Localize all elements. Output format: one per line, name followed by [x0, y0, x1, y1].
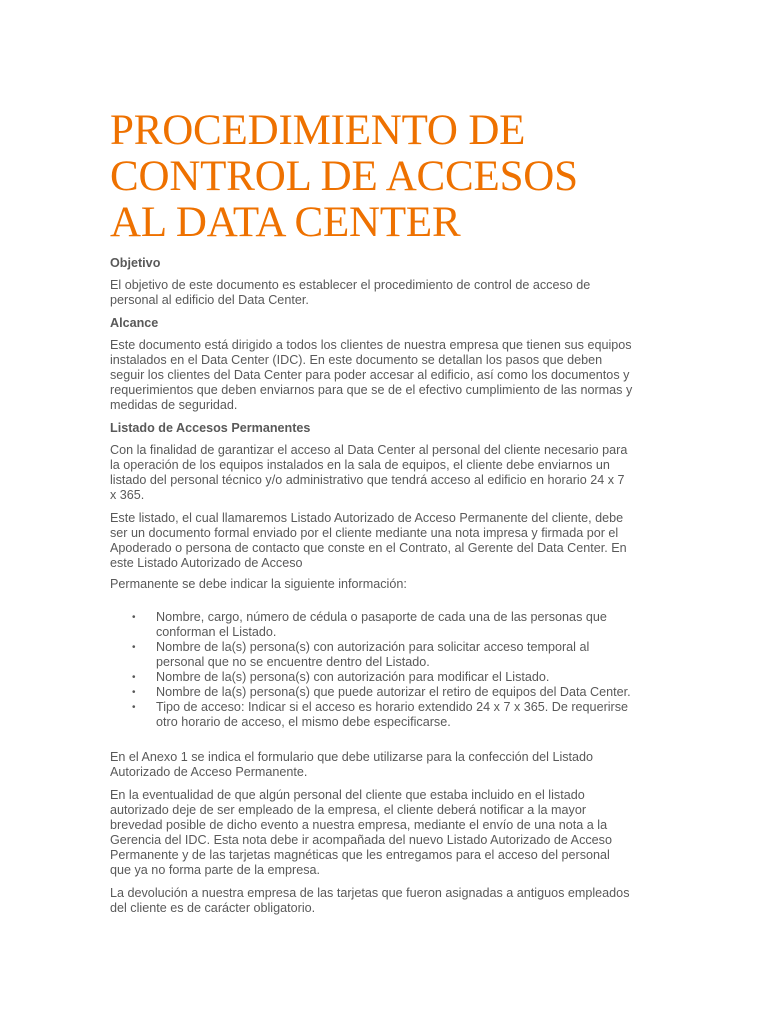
list-item-text: Nombre de la(s) persona(s) que puede autorizar el retiro de equipos del Data Center. [156, 685, 631, 699]
section-heading-objetivo: Objetivo [110, 256, 161, 270]
bullet-list [110, 610, 634, 730]
list-item-text: Nombre, cargo, número de cédula o pasaporte de cada una de las personas que conforman el Listado. [156, 610, 607, 639]
paragraph: En el Anexo 1 se indica el formulario que debe utilizarse para la confección del Listado Autorizado de Acceso Permanente. [110, 750, 594, 779]
document-title: PROCEDIMIENTO DE CONTROL DE ACCESOS AL DATA CENTER [110, 107, 578, 246]
list-item [132, 685, 634, 700]
document-body [110, 108, 634, 924]
list-item [132, 670, 634, 685]
paragraph: Este listado, el cual llamaremos Listado Autorizado de Acceso Permanente del cliente, debe ser un documento formal enviado por el cliente mediante una nota impresa y firmada por el Apoderado o persona de contacto que conste en el Contrato, al Gerente del Data Center. En este Listado Autorizado de Acceso [110, 511, 627, 570]
list-item [132, 610, 634, 640]
bullet-icon: • [132, 612, 136, 623]
paragraph: El objetivo de este documento es establecer el procedimiento de control de acceso de personal al edificio del Data Center. [110, 278, 591, 307]
bullet-icon: • [132, 702, 136, 713]
list-item-text: Nombre de la(s) persona(s) con autorización para modificar el Listado. [156, 670, 550, 684]
paragraph: Permanente se debe indicar la siguiente información: [110, 577, 407, 591]
paragraph: Este documento está dirigido a todos los clientes de nuestra empresa que tienen sus equipos instalados en el Data Center (IDC). En este documento se detallan los pasos que deben seguir los clientes del Data Center para poder accesar al edificio, así como los documentos y requerimientos que deben enviarnos para que se de el efectivo cumplimiento de las normas y medidas de seguridad. [110, 338, 633, 412]
paragraph: La devolución a nuestra empresa de las tarjetas que fueron asignadas a antiguos empleados del cliente es de carácter obligatorio. [110, 886, 630, 915]
paragraph: En la eventualidad de que algún personal del cliente que estaba incluido en el listado autorizado deje de ser empleado de la empresa, el cliente deberá notificar a la mayor brevedad posible de dicho evento a nuestra empresa, mediante el envío de una nota a la Gerencia del IDC. Esta nota debe ir acompañada del nuevo Listado Autorizado de Acceso Permanente y de las tarjetas magnéticas que les entregamos para el acceso del personal que ya no forma parte de la empresa. [110, 788, 612, 877]
list-item-text: Nombre de la(s) persona(s) con autorización para solicitar acceso temporal al personal que no se encuentre dentro del Listado. [156, 640, 590, 669]
list-item-text: Tipo de acceso: Indicar si el acceso es horario extendido 24 x 7 x 365. De requerirse otro horario de acceso, el mismo debe especificarse. [156, 700, 629, 729]
paragraph: Con la finalidad de garantizar el acceso al Data Center al personal del cliente necesario para la operación de los equipos instalados en la sala de equipos, el cliente debe enviarnos un listado del personal técnico y/o administrativo que tendrá acceso al edificio en horario 24 x 7 x 365. [110, 443, 628, 502]
bullet-icon: • [132, 672, 136, 683]
section-heading-listado: Listado de Accesos Permanentes [110, 421, 311, 435]
list-item [132, 640, 634, 670]
bullet-icon: • [132, 642, 136, 653]
section-heading-alcance: Alcance [110, 316, 159, 330]
bullet-icon: • [132, 687, 136, 698]
list-item [132, 700, 634, 730]
